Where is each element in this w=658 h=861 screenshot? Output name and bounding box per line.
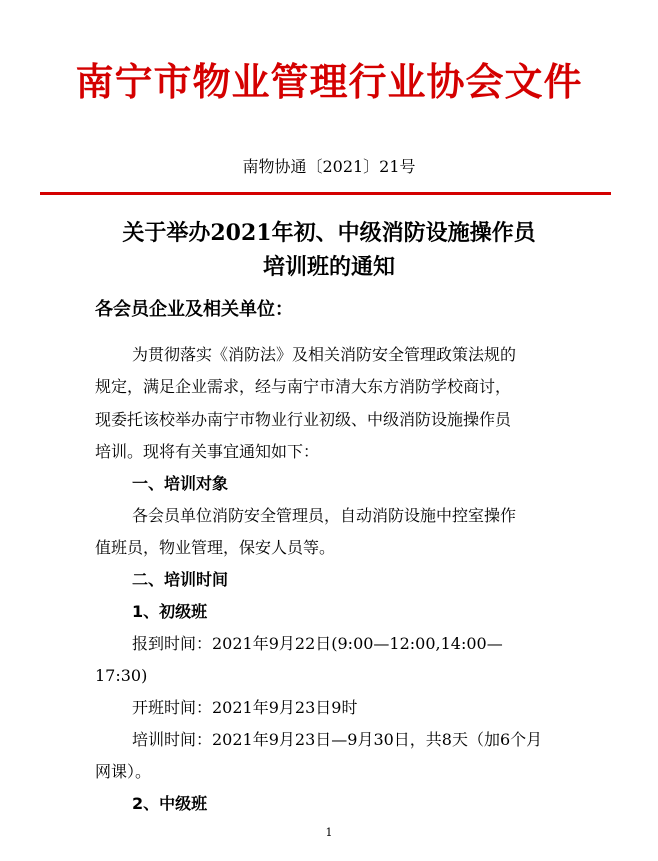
intermediate-class-heading: 2、中级班 [132,794,208,813]
intro-line-4: 培训。现将有关事宜通知如下： [95,442,320,461]
red-divider [40,192,611,195]
notice-title-line-1: 关于举办2021年初、中级消防设施操作员 [122,220,536,246]
section-1-line-2: 值班员，物业管理，保安人员等。 [95,538,336,557]
section-1-heading: 一、培训对象 [132,474,229,493]
salutation: 各会员企业及相关单位： [95,299,293,320]
junior-opening-time: 开班时间：2021年9月23日9时 [132,698,358,717]
section-1-line-1: 各会员单位消防安全管理员，自动消防设施中控室操作 [132,506,517,525]
intro-line-2: 规定，满足企业需求，经与南宁市清大东方消防学校商讨， [95,377,512,396]
document-number: 南物协通〔2021〕21号 [242,157,416,176]
junior-class-heading: 1、初级班 [132,602,208,621]
section-2-heading: 二、培训时间 [132,570,229,589]
intro-line-1: 为贯彻落实《消防法》及相关消防安全管理政策法规的 [132,345,517,364]
junior-registration-line-2: 17:30) [95,666,148,685]
junior-registration-line-1: 报到时间：2021年9月22日(9:00—12:00,14:00— [132,634,503,653]
notice-title-line-2: 培训班的通知 [262,254,395,280]
header-title: 南宁市物业管理行业协会文件 [75,59,583,104]
junior-training-line-2: 网课）。 [95,762,152,781]
page-number: 1 [325,826,333,839]
intro-line-3: 现委托该校举办南宁市物业行业初级、中级消防设施操作员 [95,410,512,429]
junior-training-line-1: 培训时间：2021年9月23日—9月30日，共8天（加6个月 [132,730,543,749]
